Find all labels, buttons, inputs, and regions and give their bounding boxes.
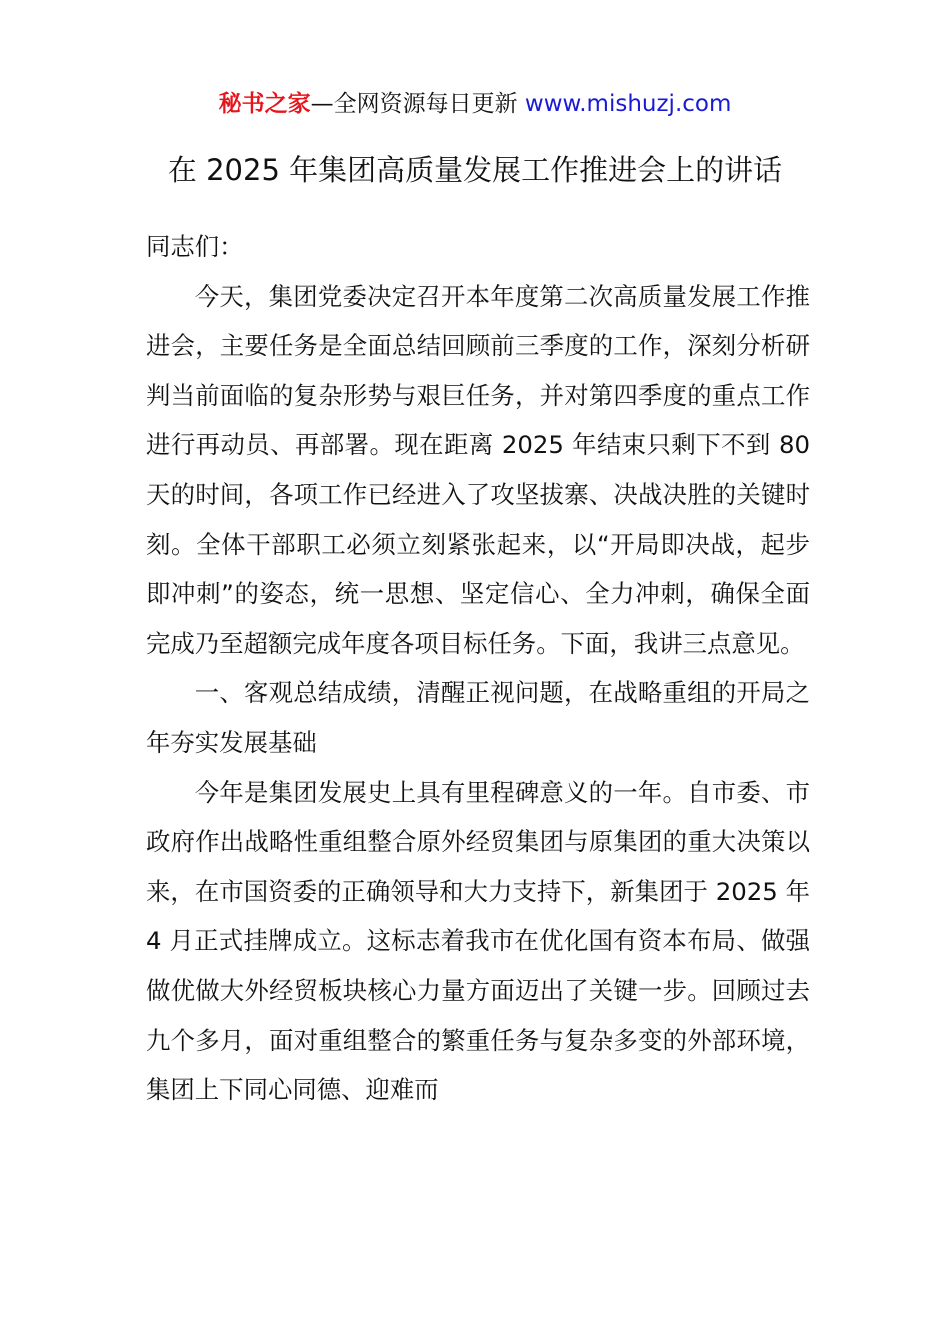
site-header: [0, 88, 950, 120]
salutation: 同志们：: [146, 232, 244, 261]
section-heading-1: 一、客观总结成绩，清醒正视问题，在战略重组的开局之年夯实发展基础: [146, 678, 810, 757]
site-tagline: —全网资源每日更新: [310, 91, 518, 117]
document-body: [146, 222, 810, 1115]
site-url-link[interactable]: www.mishuzj.com: [524, 91, 732, 117]
paragraph-intro: 今天，集团党委决定召开本年度第二次高质量发展工作推进会，主要任务是全面总结回顾前三季度的工作，深刻分析研判当前面临的复杂形势与艰巨任务，并对第四季度的重点工作进行再动员、再部署。现在距离 2025 年结束只剩下不到 80 天的时间，各项工作已经进入了攻坚拔寨、决战决胜的关键时刻。全体干部职工必须立刻紧张起来，以“开局即决战，起步即冲刺”的姿态，统一思想、坚定信心、全力冲刺，确保全面完成乃至超额完成年度各项目标任务。下面，我讲三点意见。: [146, 281, 810, 658]
site-name: 秘书之家: [218, 91, 311, 117]
paragraph-section-1: 今年是集团发展史上具有里程碑意义的一年。自市委、市政府作出战略性重组整合原外经贸集团与原集团的重大决策以来，在市国资委的正确领导和大力支持下，新集团于 2025 年 4 月正式挂牌成立。这标志着我市在优化国有资本布局、做强做优做大外经贸板块核心力量方面迈出了关键一步。回顾过去九个多月，面对重组整合的繁重任务与复杂多变的外部环境，集团上下同心同德、迎难而: [146, 777, 810, 1105]
document-title: 在 2025 年集团高质量发展工作推进会上的讲话: [167, 153, 783, 187]
